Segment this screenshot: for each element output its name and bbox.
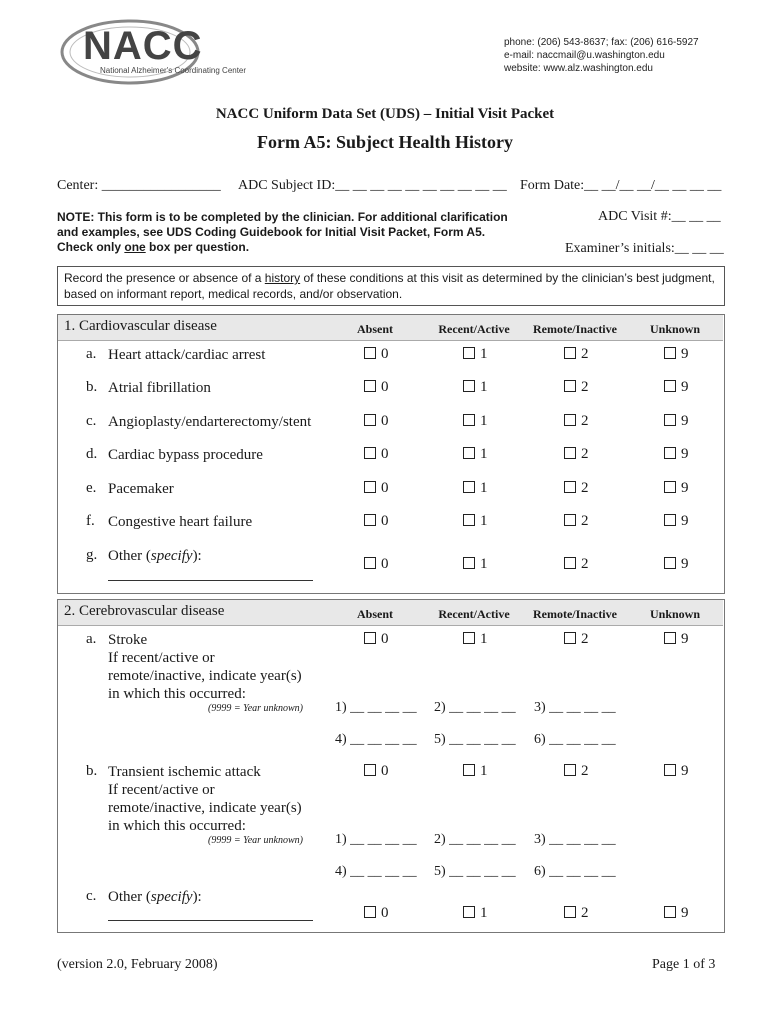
contact-website: website: www.alz.washington.edu bbox=[504, 63, 653, 74]
checkbox[interactable] bbox=[664, 557, 676, 569]
checkbox[interactable] bbox=[463, 347, 475, 359]
checkbox[interactable] bbox=[364, 906, 376, 918]
cardio-6-option-recent-active[interactable] bbox=[463, 556, 488, 573]
option-code: 1 bbox=[480, 480, 488, 496]
checkbox[interactable] bbox=[664, 481, 676, 493]
tia-option-absent[interactable] bbox=[364, 763, 389, 780]
option-code: 2 bbox=[581, 446, 589, 462]
cardio-4-option-absent[interactable] bbox=[364, 480, 389, 497]
checkbox[interactable] bbox=[564, 481, 576, 493]
col-recent-active: Recent/Active bbox=[438, 322, 510, 336]
stroke-year-4[interactable]: 4) __ __ __ __ bbox=[335, 732, 417, 747]
checkbox[interactable] bbox=[664, 414, 676, 426]
item-letter: b. bbox=[86, 763, 98, 779]
checkbox[interactable] bbox=[664, 764, 676, 776]
tia-option-unknown[interactable] bbox=[664, 763, 689, 780]
checkbox[interactable] bbox=[364, 414, 376, 426]
cardio-2-option-recent-active[interactable] bbox=[463, 413, 488, 430]
option-code: 0 bbox=[381, 556, 389, 572]
form-date-field[interactable]: Form Date:__ __/__ __/__ __ __ __ bbox=[520, 178, 722, 193]
cerebro-other-option-remote-inactive[interactable] bbox=[564, 905, 589, 922]
option-code: 0 bbox=[381, 413, 389, 429]
checkbox[interactable] bbox=[564, 764, 576, 776]
checkbox[interactable] bbox=[564, 632, 576, 644]
stroke-option-absent[interactable] bbox=[364, 631, 389, 648]
examiner-initials-field[interactable]: Examiner’s initials:__ __ __ bbox=[565, 241, 724, 256]
checkbox[interactable] bbox=[664, 347, 676, 359]
item-letter: c. bbox=[86, 888, 97, 904]
cardio-4-option-remote-inactive[interactable] bbox=[564, 480, 589, 497]
checkbox[interactable] bbox=[364, 557, 376, 569]
option-code: 1 bbox=[480, 905, 488, 921]
option-code: 2 bbox=[581, 513, 589, 529]
cerebro-other-option-recent-active[interactable] bbox=[463, 905, 488, 922]
option-code: 0 bbox=[381, 763, 389, 779]
checkbox[interactable] bbox=[364, 447, 376, 459]
cardio-5-option-recent-active[interactable] bbox=[463, 513, 488, 530]
cardio-0-option-absent[interactable] bbox=[364, 346, 389, 363]
cardio-0-option-unknown[interactable] bbox=[664, 346, 689, 363]
checkbox[interactable] bbox=[463, 764, 475, 776]
option-code: 0 bbox=[381, 346, 389, 362]
note-line-3: Check only one box per question. bbox=[57, 240, 250, 254]
item-label: Cardiac bypass procedure bbox=[108, 447, 263, 463]
cardio-1-option-absent[interactable] bbox=[364, 379, 389, 396]
checkbox[interactable] bbox=[463, 414, 475, 426]
checkbox[interactable] bbox=[564, 906, 576, 918]
tia-year-3[interactable]: 3) __ __ __ __ bbox=[534, 832, 616, 847]
contact-email: e-mail: naccmail@u.washington.edu bbox=[504, 50, 665, 61]
logo-subtitle: National Alzheimer's Coordinating Center bbox=[100, 66, 247, 75]
cardio-3-option-unknown[interactable] bbox=[664, 446, 689, 463]
cardio-6-option-absent[interactable] bbox=[364, 556, 389, 573]
col-remote-inactive: Remote/Inactive bbox=[533, 322, 617, 336]
stroke-year-1[interactable]: 1) __ __ __ __ bbox=[335, 700, 417, 715]
option-code: 1 bbox=[480, 513, 488, 529]
checkbox[interactable] bbox=[364, 632, 376, 644]
option-code: 0 bbox=[381, 631, 389, 647]
item-letter: b. bbox=[86, 379, 98, 395]
checkbox[interactable] bbox=[463, 481, 475, 493]
option-code: 1 bbox=[480, 346, 488, 362]
checkbox[interactable] bbox=[564, 557, 576, 569]
checkbox[interactable] bbox=[664, 906, 676, 918]
cardio-1-option-remote-inactive[interactable] bbox=[564, 379, 589, 396]
note-line-1: NOTE: This form is to be completed by the clinician. For additional clarification bbox=[57, 210, 508, 224]
item-letter: d. bbox=[86, 446, 98, 462]
form-title: Form A5: Subject Health History bbox=[257, 132, 513, 152]
cardio-3-option-remote-inactive[interactable] bbox=[564, 446, 589, 463]
item-label: Congestive heart failure bbox=[108, 514, 253, 530]
option-code: 0 bbox=[381, 905, 389, 921]
checkbox[interactable] bbox=[463, 514, 475, 526]
section-2-title: 2. Cerebrovascular disease bbox=[64, 603, 225, 619]
cardio-3-option-recent-active[interactable] bbox=[463, 446, 488, 463]
checkbox[interactable] bbox=[463, 557, 475, 569]
checkbox[interactable] bbox=[664, 514, 676, 526]
cerebro-other-option-absent[interactable] bbox=[364, 905, 389, 922]
cardio-1-option-unknown[interactable] bbox=[664, 379, 689, 396]
cardio-0-option-recent-active[interactable] bbox=[463, 346, 488, 363]
item-label: Heart attack/cardiac arrest bbox=[108, 347, 266, 363]
year-unknown-note: (9999 = Year unknown) bbox=[208, 835, 303, 846]
cardio-4-option-recent-active[interactable] bbox=[463, 480, 488, 497]
tia-year-6[interactable]: 6) __ __ __ __ bbox=[534, 864, 616, 879]
option-code: 1 bbox=[480, 446, 488, 462]
item-label: Atrial fibrillation bbox=[108, 380, 211, 396]
tia-year-5[interactable]: 5) __ __ __ __ bbox=[434, 864, 516, 879]
tia-year-4[interactable]: 4) __ __ __ __ bbox=[335, 864, 417, 879]
option-code: 1 bbox=[480, 631, 488, 647]
tia-year-1[interactable]: 1) __ __ __ __ bbox=[335, 832, 417, 847]
section-1-title: 1. Cardiovascular disease bbox=[64, 318, 217, 334]
contact-phone: phone: (206) 543-8637; fax: (206) 616-5927 bbox=[504, 37, 699, 48]
option-code: 2 bbox=[581, 346, 589, 362]
checkbox[interactable] bbox=[463, 632, 475, 644]
option-code: 2 bbox=[581, 631, 589, 647]
cardio-0-option-remote-inactive[interactable] bbox=[564, 346, 589, 363]
col-unknown: Unknown bbox=[649, 607, 701, 621]
contact-info bbox=[504, 36, 699, 75]
checkbox[interactable] bbox=[364, 347, 376, 359]
tia-option-recent-active[interactable] bbox=[463, 763, 488, 780]
cardio-2-option-remote-inactive[interactable] bbox=[564, 413, 589, 430]
item-letter: a. bbox=[86, 346, 97, 362]
option-code: 9 bbox=[681, 513, 689, 529]
option-code: 9 bbox=[681, 379, 689, 395]
option-code: 9 bbox=[681, 480, 689, 496]
clinician-note bbox=[57, 210, 508, 255]
option-code: 9 bbox=[681, 905, 689, 921]
item-label: Angioplasty/endarterectomy/stent bbox=[108, 414, 312, 430]
checkbox[interactable] bbox=[463, 447, 475, 459]
col-remote-inactive: Remote/Inactive bbox=[533, 607, 617, 621]
stroke-year-2[interactable]: 2) __ __ __ __ bbox=[434, 700, 516, 715]
option-code: 9 bbox=[681, 413, 689, 429]
cardio-6-option-unknown[interactable] bbox=[664, 556, 689, 573]
page-number: Page 1 of 3 bbox=[652, 957, 716, 972]
item-label: Other (specify): bbox=[108, 548, 202, 564]
checkbox[interactable] bbox=[364, 481, 376, 493]
col-recent-active: Recent/Active bbox=[438, 607, 510, 621]
checkbox[interactable] bbox=[364, 764, 376, 776]
other-specify-input[interactable] bbox=[108, 920, 313, 921]
option-code: 2 bbox=[581, 905, 589, 921]
instruction-text: Record the presence or absence of a history of these conditions at this visit as determined by the clinician’s best judgment, based on informant report, medical records, and/or observation. bbox=[64, 271, 715, 301]
item-letter: g. bbox=[86, 547, 98, 563]
item-letter: f. bbox=[86, 513, 95, 529]
checkbox[interactable] bbox=[664, 632, 676, 644]
option-code: 0 bbox=[381, 513, 389, 529]
item-letter: a. bbox=[86, 631, 97, 647]
cardio-5-option-remote-inactive[interactable] bbox=[564, 513, 589, 530]
cardio-2-option-unknown[interactable] bbox=[664, 413, 689, 430]
logo-name: NACC bbox=[83, 24, 203, 68]
other-specify-input[interactable] bbox=[108, 580, 313, 581]
option-code: 9 bbox=[681, 346, 689, 362]
checkbox[interactable] bbox=[364, 514, 376, 526]
tia-option-remote-inactive[interactable] bbox=[564, 763, 589, 780]
option-code: 9 bbox=[681, 631, 689, 647]
cardio-6-option-remote-inactive[interactable] bbox=[564, 556, 589, 573]
item-label: Pacemaker bbox=[108, 481, 174, 497]
checkbox[interactable] bbox=[564, 347, 576, 359]
option-code: 9 bbox=[681, 763, 689, 779]
option-code: 2 bbox=[581, 379, 589, 395]
stroke-year-6[interactable]: 6) __ __ __ __ bbox=[534, 732, 616, 747]
option-code: 2 bbox=[581, 413, 589, 429]
option-code: 0 bbox=[381, 379, 389, 395]
cardio-5-option-unknown[interactable] bbox=[664, 513, 689, 530]
option-code: 0 bbox=[381, 446, 389, 462]
checkbox[interactable] bbox=[564, 514, 576, 526]
checkbox[interactable] bbox=[564, 380, 576, 392]
item-letter: c. bbox=[86, 413, 97, 429]
year-unknown-note: (9999 = Year unknown) bbox=[208, 703, 303, 714]
tia-label: Transient ischemic attack If recent/active or remote/inactive, indicate year(s) in which this occurred: bbox=[108, 764, 302, 834]
col-absent: Absent bbox=[356, 322, 393, 336]
checkbox[interactable] bbox=[664, 380, 676, 392]
cardio-4-option-unknown[interactable] bbox=[664, 480, 689, 497]
center-field[interactable]: Center: _________________ bbox=[57, 178, 221, 193]
option-code: 2 bbox=[581, 480, 589, 496]
checkbox[interactable] bbox=[564, 414, 576, 426]
tia-year-2[interactable]: 2) __ __ __ __ bbox=[434, 832, 516, 847]
option-code: 1 bbox=[480, 379, 488, 395]
option-code: 2 bbox=[581, 556, 589, 572]
option-code: 1 bbox=[480, 556, 488, 572]
cardio-3-option-absent[interactable] bbox=[364, 446, 389, 463]
stroke-year-3[interactable]: 3) __ __ __ __ bbox=[534, 700, 616, 715]
checkbox[interactable] bbox=[664, 447, 676, 459]
cardio-5-option-absent[interactable] bbox=[364, 513, 389, 530]
checkbox[interactable] bbox=[463, 906, 475, 918]
cardio-2-option-absent[interactable] bbox=[364, 413, 389, 430]
option-code: 2 bbox=[581, 763, 589, 779]
adc-visit-field[interactable]: ADC Visit #:__ __ __ bbox=[598, 209, 721, 224]
stroke-year-5[interactable]: 5) __ __ __ __ bbox=[434, 732, 516, 747]
stroke-label: Stroke If recent/active or remote/inactive, indicate year(s) in which this occurred: bbox=[108, 632, 302, 702]
option-code: 9 bbox=[681, 446, 689, 462]
option-code: 9 bbox=[681, 556, 689, 572]
checkbox[interactable] bbox=[564, 447, 576, 459]
stroke-option-remote-inactive[interactable] bbox=[564, 631, 589, 648]
note-line-2: and examples, see UDS Coding Guidebook for Initial Visit Packet, Form A5. bbox=[57, 225, 486, 239]
subject-id-field[interactable]: ADC Subject ID:__ __ __ __ __ __ __ __ __ __ bbox=[238, 178, 507, 193]
stroke-option-unknown[interactable] bbox=[664, 631, 689, 648]
option-code: 0 bbox=[381, 480, 389, 496]
cerebro-other-option-unknown[interactable] bbox=[664, 905, 689, 922]
cardio-1-option-recent-active[interactable] bbox=[463, 379, 488, 396]
option-code: 1 bbox=[480, 413, 488, 429]
other-specify-label: Other (specify): bbox=[108, 889, 202, 905]
version-footer: (version 2.0, February 2008) bbox=[57, 957, 218, 972]
checkbox[interactable] bbox=[463, 380, 475, 392]
stroke-option-recent-active[interactable] bbox=[463, 631, 488, 648]
packet-title: NACC Uniform Data Set (UDS) – Initial Visit Packet bbox=[215, 106, 555, 122]
checkbox[interactable] bbox=[364, 380, 376, 392]
item-letter: e. bbox=[86, 480, 97, 496]
option-code: 1 bbox=[480, 763, 488, 779]
col-unknown: Unknown bbox=[649, 322, 701, 336]
col-absent: Absent bbox=[356, 607, 393, 621]
